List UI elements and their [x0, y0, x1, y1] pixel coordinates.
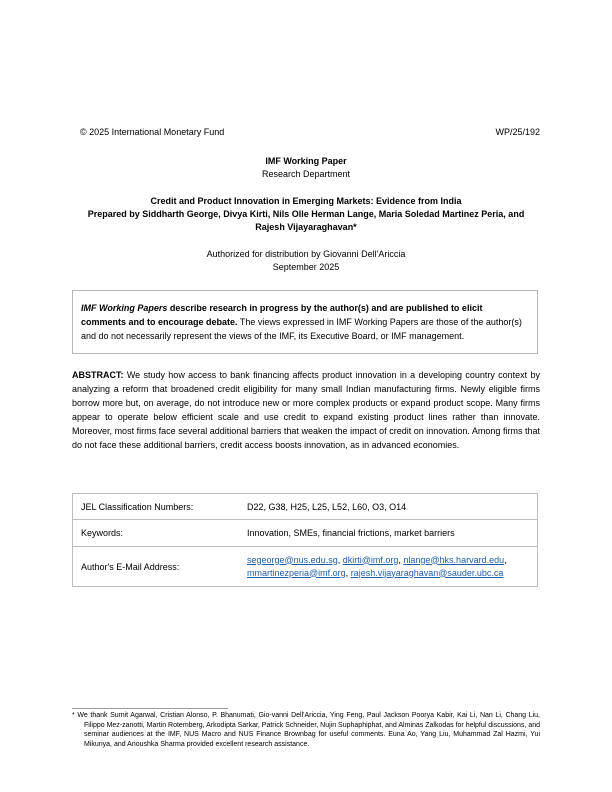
- paper-title: Credit and Product Innovation in Emerging Markets: Evidence from India: [150, 196, 462, 206]
- page-header: [80, 127, 540, 137]
- authors-line-1: Prepared by Siddharth George, Divya Kirti, Nils Olle Herman Lange, Maria Soledad Martinez Peria, and: [87, 209, 525, 219]
- department: Research Department: [261, 169, 351, 179]
- email-link-martinez-peria[interactable]: mmartinezperia@imf.org: [247, 567, 346, 578]
- jel-label: JEL Classification Numbers:: [73, 494, 240, 520]
- disclaimer-box: [72, 290, 538, 354]
- abstract-label: ABSTRACT:: [72, 370, 124, 380]
- disclaimer-bold-text: describe research in progress by the author(s) and are published to elicit comments and to encourage debate.: [81, 303, 483, 327]
- email-link-kirti[interactable]: dkirti@imf.org: [342, 554, 399, 565]
- abstract: [72, 368, 540, 452]
- disclaimer-series-name: IMF Working Papers: [81, 303, 168, 313]
- jel-row: [73, 494, 538, 520]
- working-paper-number: WP/25/192: [495, 127, 540, 137]
- authorized-by: Authorized for distribution by Giovanni Dell'Ariccia: [206, 249, 406, 259]
- email-link-george[interactable]: segeorge@nus.edu.sg: [247, 554, 338, 565]
- metadata-table: [72, 493, 538, 587]
- acknowledgement-footnote: * We thank Sumit Agarwal, Cristian Alonso, P. Bhanumati, Gio-vanni Dell'Ariccia, Ying Feng, Paul Jackson Poorya Kabir, Kai Li, Nan Li, Chang Liu, Filippo Mez-zanotti, Martin Rotemberg, Arkodipta Sarkar, Patrick Schneider, Nujin Suphaphiphat, and Alminas Zalkodas for helpful discussions, and seminar audiences at the IMF, NUS Macro and NUS Finance Brownbag for useful comments. Euna Ao, Yang Liu, Muhammad Zal Hazmi, Yui Mikuriya, and Anoushka Sharma provided excellent research assistance.: [72, 712, 541, 748]
- email-link-lange[interactable]: nlange@hks.harvard.edu: [403, 554, 505, 565]
- authors-line-2: Rajesh Vijayaraghavan*: [255, 222, 357, 232]
- copyright-notice: © 2025 International Monetary Fund: [80, 127, 225, 137]
- keywords-value: Innovation, SMEs, financial frictions, market barriers: [239, 520, 538, 547]
- keywords-row: [73, 520, 538, 547]
- series-title: IMF Working Paper: [265, 156, 347, 166]
- disclaimer-text: The views expressed in IMF Working Papers are those of the author(s) and do not necessarily represent the views of the IMF, its Executive Board, or IMF management.: [81, 317, 522, 341]
- email-row: [73, 547, 538, 587]
- publication-date: September 2025: [272, 262, 340, 272]
- keywords-label: Keywords:: [73, 520, 240, 547]
- footnote-separator: [72, 708, 228, 709]
- email-link-vijayaraghavan[interactable]: rajesh.vijayaraghavan@sauder.ubc.ca: [350, 567, 504, 578]
- jel-value: D22, G38, H25, L25, L52, L60, O3, O14: [239, 494, 538, 520]
- email-list: segeorge@nus.edu.sg, dkirti@imf.org, nlange@hks.harvard.edu, mmartinezperia@imf.org, rajesh.vijayaraghavan@sauder.ubc.ca: [239, 547, 538, 587]
- email-label: Author's E-Mail Address:: [73, 547, 240, 587]
- abstract-text: We study how access to bank financing affects product innovation in a developing country context by analyzing a reform that broadened credit eligibility for many small Indian manufacturing firms. Newly eligible firms borrow more but, on average, do not introduce new or more complex products or expand product scope. Many firms appear to operate below efficient scale and use credit to expand existing product lines rather than innovate. Moreover, most firms face several additional barriers that weaken the impact of credit on innovation. Among firms that do not face these additional barriers, credit access boosts innovation, as in advanced economies.: [72, 370, 540, 450]
